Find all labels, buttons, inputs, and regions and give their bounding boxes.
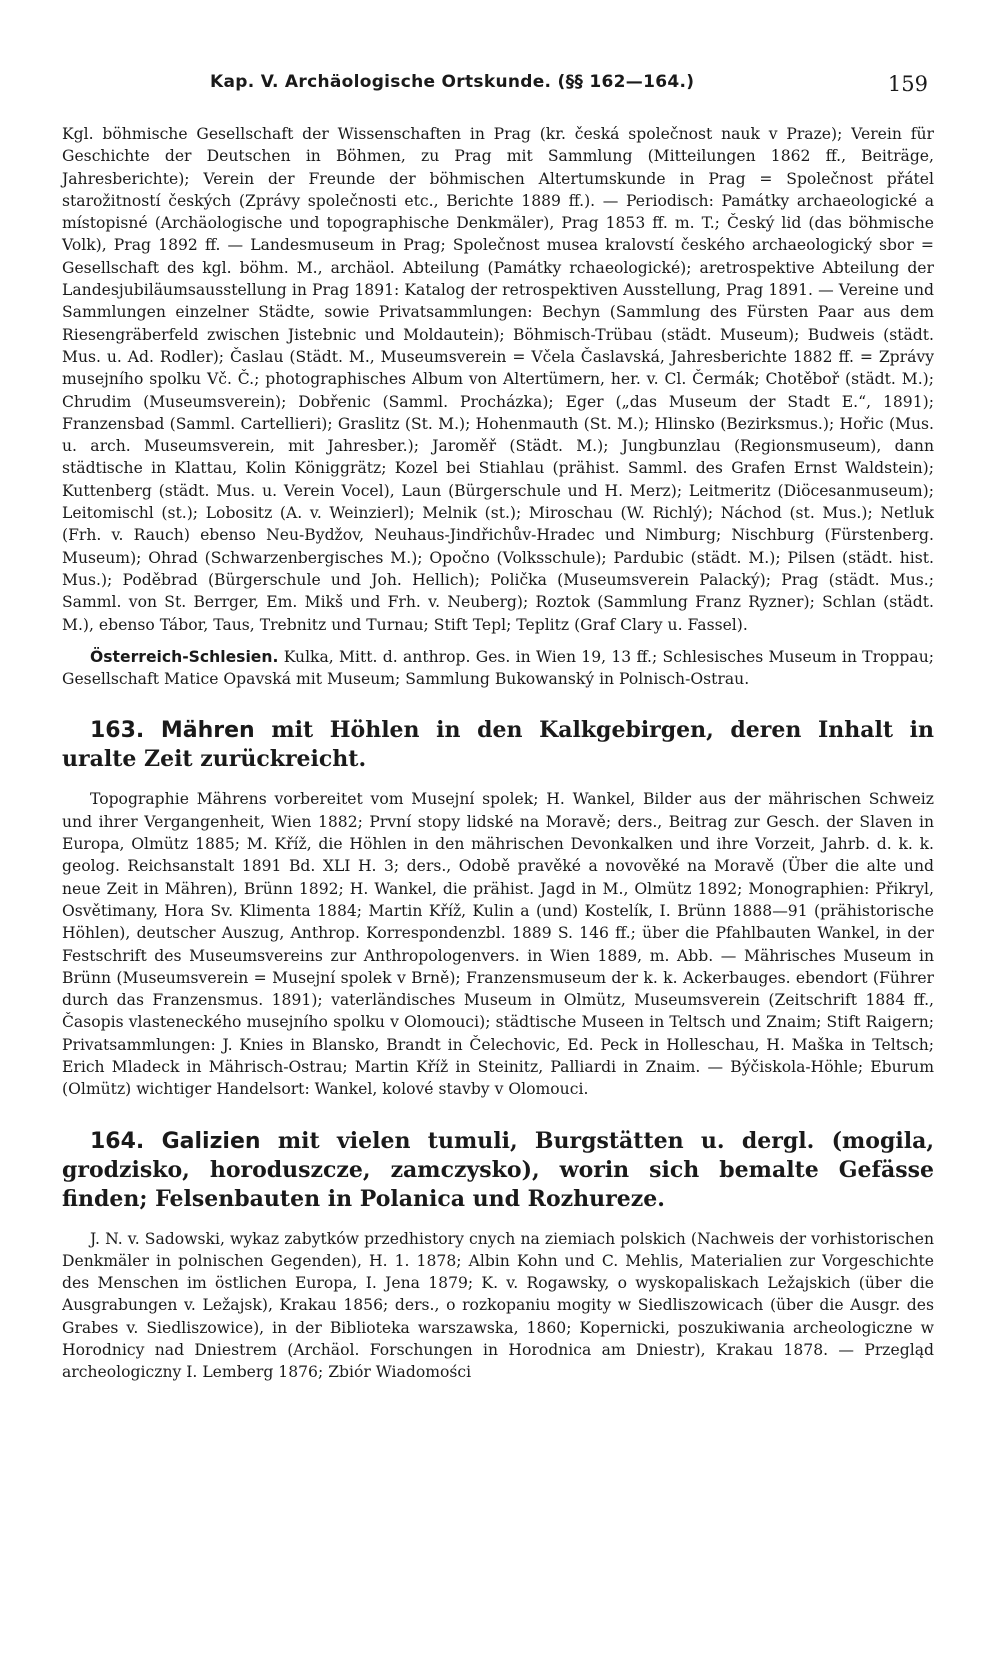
silesia-paragraph xyxy=(62,646,934,691)
body-text xyxy=(62,123,934,1384)
running-header xyxy=(0,72,1000,102)
spacer xyxy=(62,690,934,704)
section-164-title-lead: Galizien xyxy=(161,1128,261,1154)
section-164-number: 164. xyxy=(90,1128,145,1154)
moravia-paragraph: Topographie Mährens vorbereitet vom Musejní spolek; H. Wankel, Bilder aus der mährischen Schweiz und ihrer Vergangenheit, Wien 1882; První stopy lidské na Moravě; ders., Beitrag zur Gesch. der Slaven in Europa, Olmütz 1885; M. Kříž, die Höhlen in den mährischen Devonkalken und ihre Vorzeit, Jahrb. d. k. k. geolog. Reichsanstalt 1891 Bd. XLI H. 3; ders., Odobě pravěké a novověké na Moravě (Über die alte und neue Zeit in Mähren), Brünn 1892; H. Wankel, die prähist. Jagd in M., Olmütz 1892; Monographien: Přikryl, Osvětimany, Hora Sv. Klimenta 1884; Martin Kříž, Kulin a (und) Kostelík, I. Brünn 1888—91 (prähistorische Höhlen), deutscher Auszug, Anthrop. Korrespondenzbl. 1889 S. 146 ff.; über die Pfahlbauten Wankel, in der Festschrift des Museumsvereins zur Anthropologenvers. in Wien 1889, m. Abb. — Mährisches Museum in Brünn (Museumsverein = Musejní spolek v Brně); Franzensmuseum der k. k. Ackerbauges. ebendort (Führer durch das Franzensmus. 1891); vaterländisches Museum in Olmütz, Museumsverein (Zeitschrift 1884 ff., Časopis vlasteneckého musejního spolku v Olomouci); städtische Museen in Teltsch und Znaim; Stift Raigern; Privatsammlungen: J. Knies in Blansko, Brandt in Čelechovic, Ed. Peck in Holleschau, H. Maška in Teltsch; Erich Mladeck in Mährisch-Ostrau; Martin Kříž in Steinitz, Palliardi in Znaim. — Býčiskola-Höhle; Eburum (Olmütz) wichtiger Handelsort: Wankel, kolové stavby v Olomouci. xyxy=(62,790,934,1099)
bohemia-paragraph: Kgl. böhmische Gesellschaft der Wissenschaften in Prag (kr. česká společnost nauk v Praze); Verein für Geschichte der Deutschen in Böhmen, zu Prag mit Sammlung (Mitteilungen 1862 ff., Beiträge, Jahresberichte); Verein der Freunde der böhmischen Altertumskunde in Prag = Společnost přátel starožitností českých (Zprávy společnosti etc., Berichte 1889 ff.). — Periodisch: Památky archaeologické a místopisné (Archäologische und topographische Denkmäler), Prag 1853 ff. m. T.; Český lid (das böhmische Volk), Prag 1892 ff. — Landesmuseum in Prag; Společnost musea kralovstí českého archaeologický sbor = Gesellschaft des kgl. böhm. M., archäol. Abteilung (Památky rchaeologické); aretrospektive Abteilung der Landesjubiläumsausstellung in Prag 1891: Katalog der retrospektiven Ausstellung, Prag 1891. — Vereine und Sammlungen einzelner Städte, sowie Privatsammlungen: Bechyn (Sammlung des Fürsten Paar aus dem Riesengräberfeld zwischen Jistebnic und Moldautein); Böhmisch-Trübau (städt. Museum); Budweis (städt. Mus. u. Ad. Rodler); Časlau (Städt. M., Museumsverein = Včela Časlavská, Jahresberichte 1882 ff. = Zprávy musejního spolku Vč. Č.; photographisches Album von Altertümern, her. v. Cl. Čermák; Chotěboř (städt. M.); Chrudim (Museumsverein); Dobřenic (Samml. Procházka); Eger („das Museum der Stadt E.“, 1891); Franzensbad (Samml. Cartellieri); Graslitz (St. M.); Hohenmauth (St. M.); Hlinsko (Bezirksmus.); Hořic (Mus. u. arch. Museumsverein, mit Jahresber.); Jaroměř (Städt. M.); Jungbunzlau (Regionsmuseum), dann städtische in Klattau, Kolin Königgrätz; Kozel bei Stiahlau (prähist. Samml. des Grafen Ernst Waldstein); Kuttenberg (städt. Mus. u. Verein Vocel), Laun (Bürgerschule und H. Merz); Leitmeritz (Diöcesanmuseum); Leitomischl (st.); Lobositz (A. v. Weinzierl); Melnik (st.); Miroschau (W. Richlý); Náchod (st. Mus.); Netluk (Frh. v. Rauch) ebenso Neu-Bydžov, Neuhaus-Jindřichův-Hradec und Nimburg; Nischburg (Fürstenberg. Museum); Ohrad (Schwarzenbergisches M.); Opočno (Volksschule); Pardubic (städt. M.); Pilsen (städt. hist. Mus.); Poděbrad (Bürgerschule und Joh. Hellich); Polička (Museumsverein Palacký); Prag (städt. Mus.; Samml. von St. Berrger, Em. Mikš und Frh. v. Neuberg); Roztok (Sammlung Franz Ryzner); Schlan (städt. M.), ebenso Tábor, Taus, Trebnitz und Turnau; Stift Tepl; Teplitz (Graf Clary u. Fassel). xyxy=(62,125,934,634)
silesia-region-name: Österreich-Schlesien. xyxy=(90,647,279,666)
section-164-title-rest: mit vielen tumuli, Burgstätten u. dergl. (mogila, grodzisko, horoduszcze, zamczysko), worin sich bemalte Gefässe finden; Felsenbauten in Polanica und Rozhureze. xyxy=(62,1127,934,1212)
running-title: Kap. V. Archäologische Ortskunde. (§§ 162—164.) xyxy=(210,72,695,92)
section-164-heading xyxy=(62,1127,934,1214)
section-163-title-rest: mit Höhlen in den Kalkgebirgen, deren Inhalt in uralte Zeit zurückreicht. xyxy=(62,717,934,773)
page-number: 159 xyxy=(887,72,928,96)
spacer xyxy=(62,636,934,646)
galicia-paragraph: J. N. v. Sadowski, wykaz zabytków przedhistory cnych na ziemiach polskich (Nachweis der vorhistorischen Denkmäler in polnischen Gegenden), H. 1. 1878; Albin Kohn und C. Mehlis, Materialien zur Vorgeschichte des Menschen im östlichen Europa, I. Jena 1879; K. v. Rogawsky, o wyskopaliskach Ležajskich (über die Ausgrabungen v. Ležajsk), Krakau 1856; ders., o rozkopaniu mogity w Siedliszowicach (über die Ausgr. des Grabes v. Siedliszowice), in der Biblioteka warszawska, 1860; Kopernicki, poszukiwania archeologiczne w Horodnicy nad Dniestrem (Archäol. Forschungen in Horodnica am Dniestr), Krakau 1878. — Przegląd archeologiczny I. Lemberg 1876; Zbiór Wiadomości xyxy=(62,1229,934,1382)
section-163-title-lead: Mähren xyxy=(160,718,255,744)
section-163-heading xyxy=(62,716,934,774)
silesia-text: Kulka, Mitt. d. anthrop. Ges. in Wien 19, 13 ff.; Schlesisches Museum in Troppau; Gesellschaft Matice Opavská mit Museum; Sammlung Bukowanský in Polnisch-Ostrau. xyxy=(62,647,934,689)
section-163-number: 163. xyxy=(90,718,145,744)
spacer xyxy=(62,1101,934,1115)
